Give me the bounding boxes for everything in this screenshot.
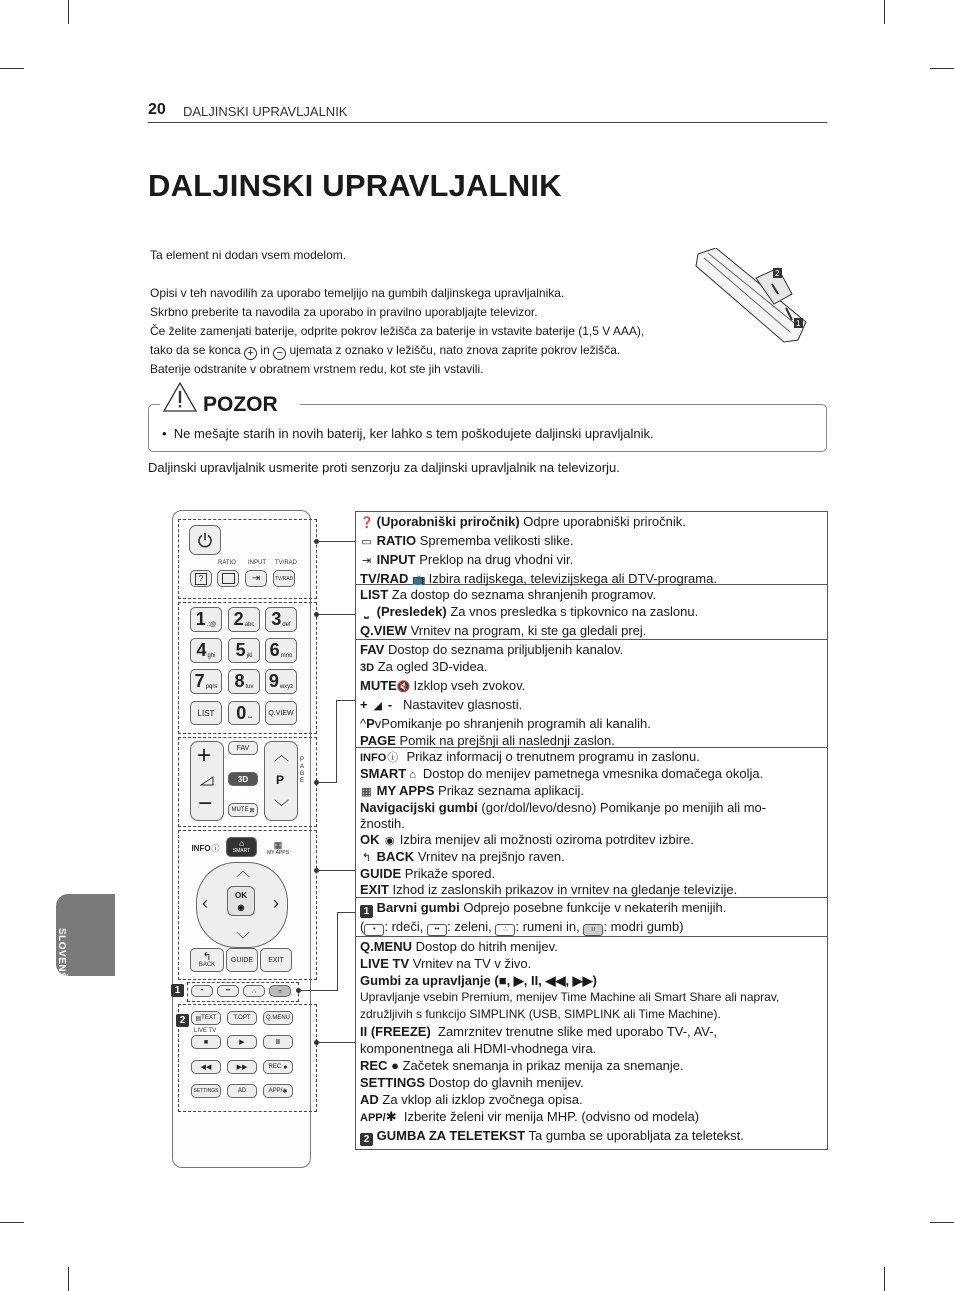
connector-line	[318, 870, 355, 871]
ok-dot-icon: ◉	[237, 903, 245, 912]
number-8-button[interactable]: 8 tuv	[228, 669, 260, 694]
rec-dot-icon: ●	[283, 1063, 288, 1071]
connector-line	[300, 990, 337, 991]
chevron-down-icon: v	[374, 716, 382, 731]
tvrad-button[interactable]	[273, 570, 295, 587]
number-7-button[interactable]: 7 pqrs	[190, 669, 222, 694]
space-icon: ⎵	[248, 707, 252, 718]
number-4-button[interactable]: 4 ghi	[190, 638, 222, 663]
desc-row-top-buttons: ❓ (Uporabniški priročnik) Odpre uporabniški priročnik. ▭ RATIO Sprememba velikosti slike. ⇥ INPUT Preklop na drug vhodni vir. TV/RAD 📺 Izbira radijskega, televizijskega ali DTV-programa.	[356, 512, 827, 585]
plus-circle-icon: +	[244, 347, 257, 360]
smart-home-icon: ⌂	[239, 839, 244, 848]
back-arrow-icon: ↰	[202, 951, 212, 963]
connector-line	[318, 541, 355, 542]
intro-para4a: tako da se konca	[150, 343, 241, 357]
app-button[interactable]: APP/ ✱	[263, 1084, 293, 1098]
intro-para4	[150, 342, 620, 360]
yellow-button-icon: ∴	[495, 924, 515, 936]
ratio-button[interactable]	[217, 570, 239, 587]
program-down-icon: ﹀	[274, 799, 290, 816]
smart-button[interactable]: ⌂ SMART	[226, 837, 257, 857]
number-0-button[interactable]: 0 ⎵	[228, 701, 260, 725]
power-icon	[197, 532, 213, 548]
badge-1: 1	[360, 905, 373, 918]
fav-button[interactable]: FAV	[228, 741, 258, 755]
tvrad-label: TV/RAD	[275, 560, 298, 566]
3d-icon: 3D	[360, 662, 375, 674]
user-guide-icon: ?	[195, 573, 207, 585]
program-p-label: P	[276, 773, 285, 787]
ratio-icon: ▭	[361, 536, 372, 548]
connector-line	[318, 1042, 355, 1043]
crop-mark	[884, 0, 885, 24]
ok-dot-icon: ◉	[384, 835, 395, 847]
red-button[interactable]: •	[191, 985, 213, 997]
mute-button[interactable]: MUTE ⊠	[228, 803, 258, 817]
intro-para2: Skrbno preberite ta navodila za uporabo in pravilno uporabljajte televizor.	[150, 305, 538, 319]
crop-mark	[0, 1222, 24, 1223]
nav-right-icon: ›	[273, 893, 279, 913]
desc-row-numbers: LIST Za dostop do seznama shranjenih programov. ⎵ (Presledek) Za vnos presledka s tipkovnico na zaslonu. Q.VIEW Vrnitev na program, ki ste ga gledali prej.	[356, 585, 827, 640]
page-title: DALJINSKI UPRAVLJALNIK	[148, 168, 562, 203]
number-5-button[interactable]: 5 jkl	[228, 638, 260, 663]
intro-note: Ta element ni dodan vsem modelom.	[150, 248, 347, 262]
teletext-icon: ▤	[195, 1015, 202, 1022]
caution-bullet: • Ne mešajte starih in novih baterij, ker lahko s tem poškodujete daljinski upravljalnik.	[162, 426, 654, 441]
play-button[interactable]	[227, 1035, 257, 1049]
intro-para4b: in	[260, 343, 270, 357]
battery-cover-illustration	[694, 248, 810, 344]
mute-icon: 🔇	[396, 681, 411, 693]
nav-down-icon: ﹀	[236, 931, 250, 947]
crop-mark	[930, 1222, 954, 1223]
page-label: PAGE	[299, 757, 305, 784]
number-3-button[interactable]: 3 def	[265, 607, 297, 632]
app-star-icon: ✱	[385, 1109, 397, 1124]
number-1-button[interactable]: 1 .;@	[190, 607, 222, 632]
crop-mark	[884, 1267, 885, 1291]
tvrad-button-label: TV/RAD	[274, 575, 294, 582]
guide-button[interactable]: GUIDE	[226, 948, 258, 972]
fast-forward-button[interactable]	[227, 1060, 257, 1074]
battery-step-2-label: 2	[775, 269, 780, 278]
qmenu-button[interactable]: Q.MENU	[263, 1011, 293, 1025]
program-rocker[interactable]	[264, 741, 298, 821]
mute-icon: ⊠	[249, 807, 255, 814]
number-9-button[interactable]: 9 wxyz	[265, 669, 297, 694]
info-icon: ⓘ	[387, 752, 399, 764]
fast-forward-icon: ▶▶	[236, 1064, 248, 1071]
info-button[interactable]: INFO ⓘ	[191, 843, 220, 853]
pause-icon: II	[276, 1038, 280, 1046]
caution-title: POZOR	[203, 393, 278, 416]
nav-left-icon: ‹	[202, 893, 208, 913]
blue-button-icon: ⠶	[583, 924, 603, 936]
connector-line	[318, 782, 336, 783]
pause-button[interactable]	[263, 1035, 293, 1049]
list-button[interactable]: LIST	[190, 701, 222, 725]
info-icon: ⓘ	[211, 843, 220, 853]
running-header: DALJINSKI UPRAVLJALNIK	[183, 104, 348, 119]
text-button[interactable]: ▤ TEXT	[191, 1011, 221, 1025]
qview-button[interactable]: Q.VIEW	[265, 701, 297, 725]
desc-row-lower-buttons: Q.MENU Dostop do hitrih menijev. LIVE TV Vrnitev na TV v živo. Gumbi za upravljanje (■, ▶, II, ◀◀, ▶▶) Upravljanje vsebin Premium, menijev Time Machine ali Smart Share ali naprav, združljivih s funkcijo SIMPLINK (USB, SIMPLINK ali Time Machine). II (FREEZE) Zamrznitev trenutne slike med uporabo TV-, AV-, komponentnega ali HDMI-vhodnega vira. REC ● Začetek snemanja in prikaz menija za snemanje. SETTINGS Dostop do glavnih menijev. AD Za vklop ali izklop zvočnega opisa. APP/✱ Izberite želeni vir menija MHP. (odvisno od modela) 2 GUMBA ZA TELETEKST Ta gumba se uporabljata za teletekst.	[360, 939, 780, 1145]
intro-para3: Če želite zamenjati baterije, odprite pokrov ležišča za baterije in vstavite baterije (1,5 V AAA),	[150, 324, 645, 338]
apps-grid-icon: ▦	[361, 786, 372, 798]
back-button[interactable]: ↰ BACK	[190, 948, 224, 972]
connector-line	[337, 912, 338, 991]
intro-para4c: ujemata z oznako v ležišču, nato znova zaprite pokrov ležišča.	[289, 343, 621, 357]
connector-line	[336, 700, 337, 783]
input-icon: ⇥	[251, 573, 261, 584]
page-number: 20	[148, 101, 166, 118]
topt-button[interactable]: T.OPT	[227, 1011, 257, 1025]
rewind-button[interactable]	[191, 1060, 221, 1074]
back-arrow-icon: ↰	[361, 852, 372, 864]
user-guide-button[interactable]	[190, 570, 212, 587]
green-button-icon: ••	[427, 924, 447, 936]
battery-step-1-label: 1	[796, 319, 801, 328]
crop-mark	[68, 1267, 69, 1291]
minus-circle-icon: −	[273, 347, 286, 360]
settings-button[interactable]: SETTINGS	[191, 1084, 221, 1098]
crop-mark	[930, 68, 954, 69]
space-icon: ⎵	[364, 607, 369, 619]
connector-line	[336, 700, 355, 701]
crop-mark	[0, 68, 24, 69]
chevron-up-icon: ^	[360, 716, 367, 731]
aim-instruction: Daljinski upravljalnik usmerite proti senzorju za daljinski upravljalnik na televizorju.	[148, 460, 620, 475]
program-up-icon: ︿	[274, 747, 290, 764]
language-side-label: SLOVENŠČINA	[56, 928, 67, 1006]
input-icon: ⇥	[361, 555, 372, 567]
ratio-label: RATIO	[218, 560, 236, 566]
number-6-button[interactable]: 6 mno	[265, 638, 297, 663]
desc-row-volume: FAV Dostop do seznama priljubljenih kanalov. 3D Za ogled 3D-videa. MUTE🔇 Izklop vseh zvokov. + ◢ - Nastavitev glasnosti. ^PvPomikanje po shranjenih programih ali kanalih. PAGE Pomik na prejšnji ali naslednji zaslon.	[356, 640, 827, 748]
intro-para5: Baterije odstranite v obratnem vrstnem redu, kot ste jih vstavili.	[150, 362, 484, 376]
smart-home-icon: ⌂	[409, 769, 417, 781]
warning-icon	[162, 381, 198, 413]
red-button-icon: •	[364, 924, 384, 936]
ad-button[interactable]: AD	[227, 1084, 257, 1098]
volume-down-icon: −	[198, 790, 213, 817]
badge-2: 2	[176, 1014, 189, 1027]
button-description-table	[355, 511, 828, 1150]
rec-dot-icon: ●	[391, 1058, 399, 1073]
number-2-button[interactable]: 2 abc	[228, 607, 260, 632]
user-guide-icon: ❓	[360, 517, 374, 529]
rewind-icon: ◀◀	[200, 1064, 212, 1071]
exit-button[interactable]: EXIT	[260, 948, 292, 972]
stop-icon: ■	[203, 1038, 209, 1046]
apps-grid-icon: ▦	[273, 839, 283, 850]
play-icon: ▶	[239, 1039, 245, 1046]
desc-row-navigation: INFOⓘ Prikaz informacij o trenutnem programu in zaslonu. SMART ⌂ Dostop do menijev pametnega vmesnika domačega okolja. ▦ MY APPS Prikaz seznama aplikacij. Navigacijski gumbi (gor/dol/levo/desno) Pomikanje po menijih ali mo- žnostih. OK ◉ Izbira menijev ali možnosti oziroma potrditev izbire. ↰ BACK Vrnitev na prejšnjo raven. GUIDE Prikaže spored. EXIT Izhod iz zaslonskih prikazov in vrnitev na gledanje televizije.	[356, 748, 827, 898]
yellow-button[interactable]: ∴	[243, 985, 265, 997]
livetv-label: LIVE TV	[194, 1028, 217, 1034]
volume-up-icon: +	[197, 742, 212, 769]
ratio-icon	[222, 573, 235, 584]
input-label: INPUT	[248, 560, 266, 566]
stop-button[interactable]	[191, 1035, 221, 1049]
volume-rocker[interactable]	[190, 741, 224, 821]
connector-line	[318, 614, 355, 615]
crop-mark	[68, 0, 69, 24]
rec-button[interactable]: REC ●	[263, 1060, 293, 1074]
intro-para1: Opisi v teh navodilih za uporabo temeljijo na gumbih daljinskega upravljalnika.	[150, 286, 565, 300]
myapps-button[interactable]: ▦ MY APPS	[267, 839, 289, 856]
app-star-icon: ✱	[282, 1088, 288, 1095]
volume-level-icon: ◢	[373, 700, 382, 712]
volume-level-icon	[200, 776, 214, 786]
desc-row-color-buttons: 1 Barvni gumbi Odprejo posebne funkcije v nekaterih menijih. ( • : rdeči, •• : zeleni, ∴ : rumeni in, ⠶ : modri gumb)	[356, 898, 827, 937]
tv-radio-icon: 📺	[412, 574, 426, 586]
header-rule	[148, 122, 827, 123]
badge-2: 2	[360, 1133, 373, 1146]
blue-button[interactable]: ⠶	[269, 985, 291, 997]
badge-1: 1	[171, 984, 184, 997]
input-button[interactable]	[245, 570, 267, 587]
power-button[interactable]	[189, 525, 221, 555]
connector-line	[337, 912, 355, 913]
ok-button[interactable]: OK ◉	[227, 886, 255, 916]
nav-up-icon: ︿	[236, 863, 250, 879]
green-button[interactable]: ••	[217, 985, 239, 997]
3d-button[interactable]: 3D	[228, 772, 258, 786]
